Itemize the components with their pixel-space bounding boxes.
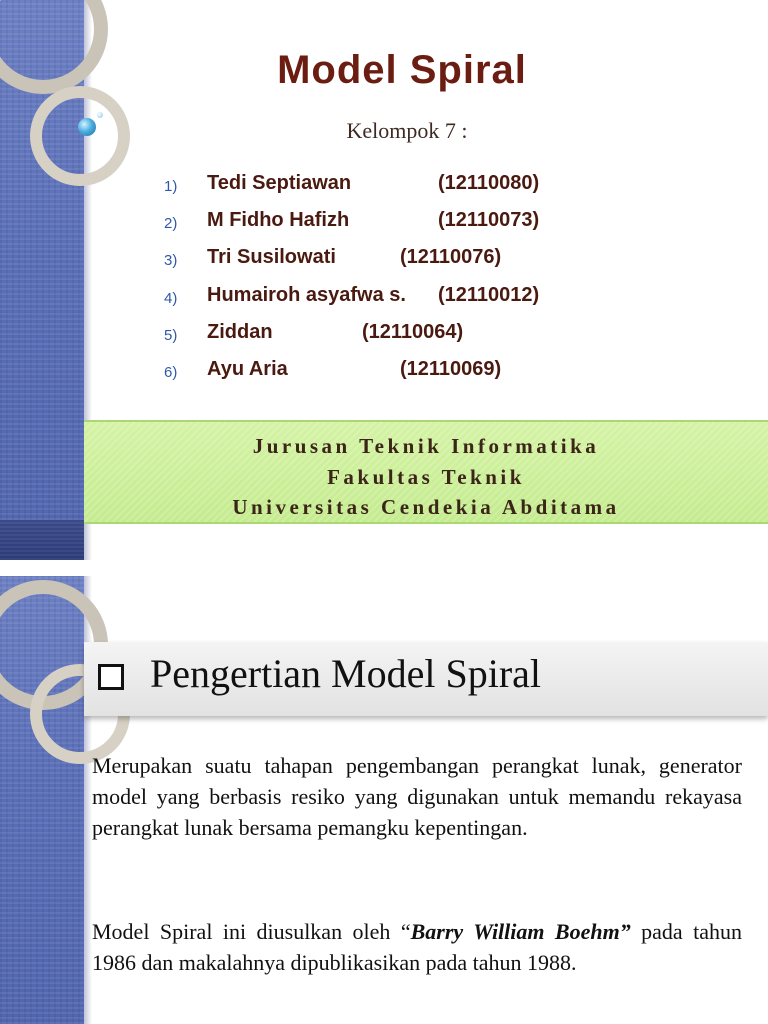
- member-name: Ziddan: [207, 321, 273, 343]
- list-number: 5): [164, 327, 178, 344]
- member-id: (12110080): [438, 172, 540, 194]
- history-text-end: pada tahun 1986 dan makalahnya dipublikasikan pada tahun 1988.: [92, 919, 743, 975]
- department-line: Jurusan Teknik Informatika: [252, 434, 600, 458]
- slide-title-text: Model Spiral: [277, 48, 527, 92]
- university-line: Universitas Cendekia Abditama: [232, 495, 620, 519]
- institution-banner: [84, 420, 768, 524]
- list-number: 4): [164, 290, 178, 307]
- member-name: Ayu Aria: [207, 358, 288, 380]
- member-id: (12110073): [438, 209, 540, 231]
- member-name: Humairoh asyafwa s.: [207, 284, 406, 306]
- section-heading: Pengertian Model Spiral: [150, 651, 542, 696]
- list-item: [0, 321, 768, 351]
- list-number: 3): [164, 252, 178, 269]
- member-id: (12110064): [362, 321, 464, 343]
- list-number: 2): [164, 215, 178, 232]
- slide-definition: [0, 576, 768, 1024]
- faculty-line: Fakultas Teknik: [327, 464, 525, 489]
- checkbox-icon: [98, 664, 124, 690]
- list-number: 1): [164, 178, 178, 195]
- member-id: (12110069): [400, 358, 502, 380]
- list-item: [0, 172, 768, 202]
- history-text: Model Spiral ini diusulkan oleh “: [92, 919, 411, 944]
- list-item: [0, 284, 768, 314]
- group-subtitle: Kelompok 7 :: [346, 118, 468, 143]
- member-name: M Fidho Hafizh: [207, 209, 350, 231]
- list-number: 6): [164, 364, 178, 381]
- sidebar-dark-band: [0, 520, 84, 560]
- definition-paragraph: Merupakan suatu tahapan pengembangan perangkat lunak, generator model yang berbasis resiko yang digunakan untuk memandu rekayasa perangkat lunak bersama pemangku kepentingan.: [92, 753, 742, 840]
- slide-gap: [0, 560, 768, 576]
- member-id: (12110012): [438, 284, 540, 306]
- list-item: [0, 209, 768, 239]
- member-name: Tri Susilowati: [207, 246, 336, 268]
- member-name: Tedi Septiawan: [207, 172, 352, 194]
- member-id: (12110076): [400, 246, 502, 268]
- author-name: Barry William Boehm”: [410, 919, 631, 944]
- history-paragraph: [92, 916, 742, 978]
- list-item: [0, 358, 768, 388]
- section-heading-bar: [84, 642, 768, 716]
- list-item: [0, 246, 768, 276]
